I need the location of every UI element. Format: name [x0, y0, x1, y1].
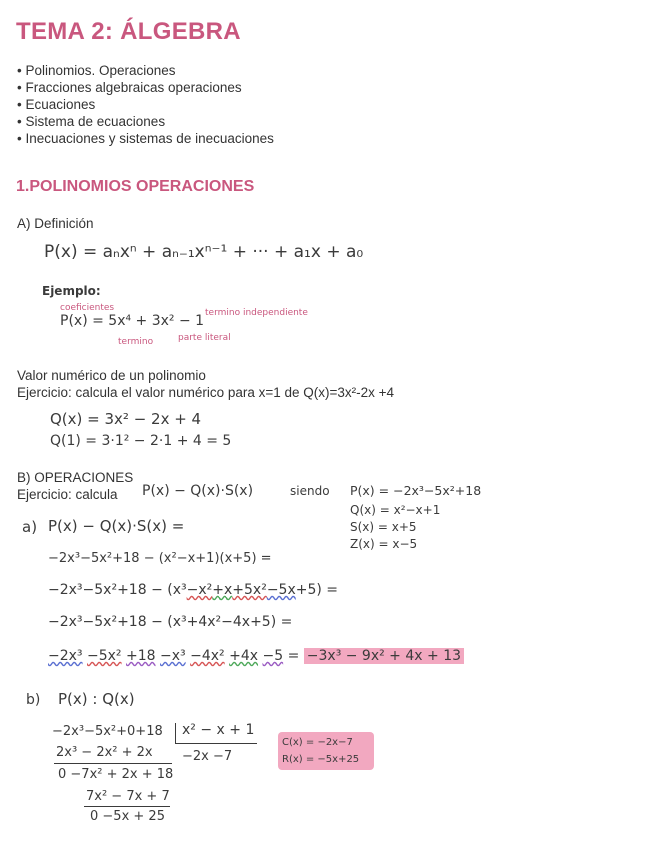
exercise-text: Ejercicio: calcula [17, 487, 118, 502]
division-rule [84, 806, 170, 807]
part-a-result: −3x³ − 9x² + 4x + 13 [304, 648, 464, 664]
part-a-step: −2x³ −5x² +18 −x³ −4x² +4x −5 = −3x³ − 9x² + 4x + 13 [48, 648, 464, 664]
division-dividend: −2x³−5x²+0+18 [52, 724, 163, 739]
quotient-result: C(x) = −2x−7 [282, 737, 353, 748]
division-step: 0 −7x² + 2x + 18 [58, 767, 174, 782]
part-b-heading: P(x) : Q(x) [58, 690, 135, 708]
part-a-step: −2x³−5x²+18 − (x³+4x²−4x+5) = [48, 614, 293, 630]
part-a-step: −2x³−5x²+18 − (x²−x+1)(x+5) = [48, 551, 272, 566]
division-quotient: −2x −7 [182, 749, 233, 764]
part-a-heading: P(x) − Q(x)·S(x) = [48, 517, 185, 535]
topic-list [17, 62, 274, 147]
polynomial-definition: S(x) = x+5 [350, 520, 417, 534]
division-bar [175, 743, 257, 744]
example-label: Ejemplo: [42, 284, 101, 298]
polynomial-definition: Z(x) = x−5 [350, 537, 418, 551]
polynomial-definition: Q(x) = x²−x+1 [350, 503, 441, 517]
part-a-step: −2x³−5x²+18 − (x³−x²+x+5x²−5x+5) = [48, 582, 339, 598]
subsection-heading: B) OPERACIONES [17, 470, 134, 485]
topic-item: • Sistema de ecuaciones [17, 113, 274, 130]
subsection-heading: Valor numérico de un polinomio [17, 368, 206, 383]
division-bar [175, 723, 176, 743]
division-step: 2x³ − 2x² + 2x [56, 745, 153, 760]
topic-item: • Ecuaciones [17, 96, 274, 113]
division-rule [54, 763, 172, 764]
literal-part-note: parte literal [178, 333, 231, 343]
division-step: 7x² − 7x + 7 [86, 789, 170, 804]
part-a-label: a) [22, 518, 38, 536]
q-expression: Q(x) = 3x² − 2x + 4 [50, 410, 202, 428]
term-note: termino [118, 337, 154, 347]
subsection-heading: A) Definición [17, 216, 94, 231]
polynomial-definition: P(x) = −2x³−5x²+18 [350, 483, 482, 498]
topic-item: • Fracciones algebraicas operaciones [17, 79, 274, 96]
page-title: TEMA 2: ÁLGEBRA [16, 18, 241, 45]
part-b-label: b) [26, 692, 41, 708]
remainder-result: R(x) = −5x+25 [282, 754, 360, 765]
q-evaluation: Q(1) = 3·1² − 2·1 + 4 = 5 [50, 433, 232, 449]
operation-expression: P(x) − Q(x)·S(x) [142, 483, 254, 499]
siendo-word: siendo [290, 484, 330, 498]
coefficients-note: coeficientes [60, 303, 115, 313]
division-remainder: 0 −5x + 25 [90, 809, 165, 824]
example-polynomial: P(x) = 5x⁴ + 3x² − 1 [60, 313, 205, 329]
topic-item: • Polinomios. Operaciones [17, 62, 274, 79]
section-heading: 1.POLINOMIOS OPERACIONES [16, 178, 255, 195]
division-divisor: x² − x + 1 [182, 722, 255, 738]
polynomial-formula: P(x) = aₙxⁿ + aₙ₋₁xⁿ⁻¹ + ··· + a₁x + a₀ [44, 242, 364, 262]
exercise-text: Ejercicio: calcula el valor numérico para x=1 de Q(x)=3x²-2x +4 [17, 385, 395, 400]
independent-term-note: termino independiente [205, 308, 308, 318]
topic-item: • Inecuaciones y sistemas de inecuaciones [17, 130, 274, 147]
